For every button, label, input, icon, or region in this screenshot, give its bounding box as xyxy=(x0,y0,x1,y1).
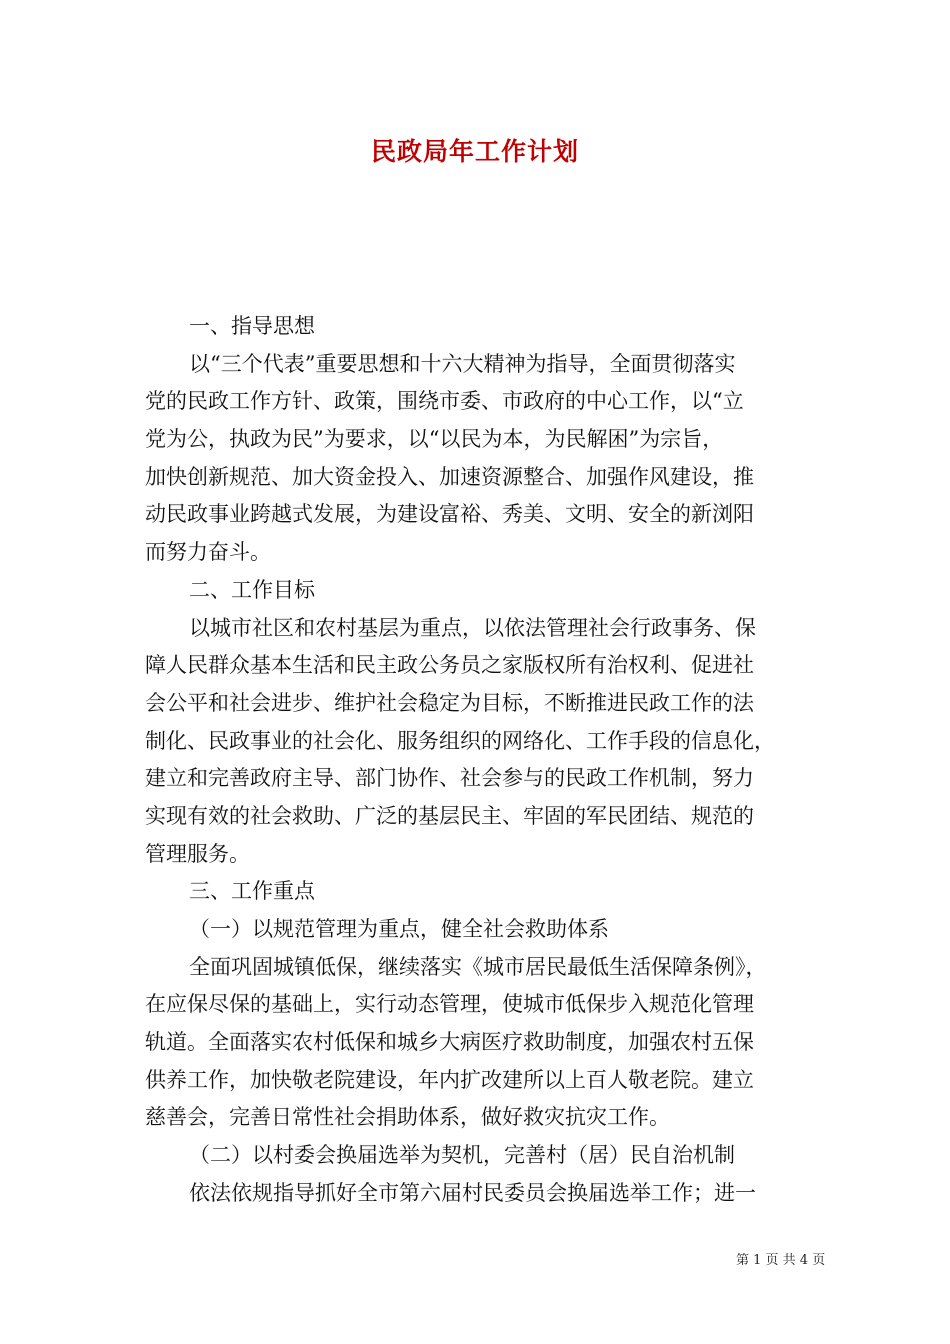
section-heading: 一、指导思想 xyxy=(189,314,315,338)
page-number: 第 1 页 共 4 页 xyxy=(736,1253,826,1268)
paragraph-line: 以“三个代表”重要思想和十六大精神为指导，全面贯彻落实 xyxy=(189,351,736,376)
paragraph-line: 障人民群众基本生活和民主政公务员之家版权所有治权利、促进社 xyxy=(145,653,754,678)
paragraph-line: 建立和完善政府主导、部门协作、社会参与的民政工作机制，努力 xyxy=(145,766,754,791)
paragraph-line: 全面巩固城镇低保，继续落实《城市居民最低生活保障条例》， xyxy=(189,954,767,979)
paragraph-line: 党为公，执政为民”为要求，以“以民为本，为民解困”为宗旨， xyxy=(145,427,724,452)
paragraph-line: 制化、民政事业的社会化、服务组织的网络化、工作手段的信息化， xyxy=(145,728,775,753)
paragraph-line: 在应保尽保的基础上，实行动态管理，使城市低保步入规范化管理 xyxy=(145,992,754,1017)
paragraph-line: 以城市社区和农村基层为重点，以依法管理社会行政事务、保 xyxy=(189,615,756,640)
paragraph-line: 实现有效的社会救助、广泛的基层民主、牢固的军民团结、规范的 xyxy=(145,803,754,828)
paragraph-line: 而努力奋斗。 xyxy=(145,540,271,565)
section-heading: 三、工作重点 xyxy=(189,879,315,904)
paragraph-line: 党的民政工作方针、政策，围绕市委、市政府的中心工作，以“立 xyxy=(145,389,744,414)
document-body xyxy=(145,308,815,1213)
paragraph-line: 会公平和社会进步、维护社会稳定为目标，不断推进民政工作的法 xyxy=(145,690,754,715)
paragraph-line: 供养工作，加快敬老院建设，年内扩改建所以上百人敬老院。建立 xyxy=(145,1067,754,1092)
paragraph-line: 依法依规指导抓好全市第六届村民委员会换届选举工作；进一 xyxy=(189,1180,756,1205)
paragraph-line: 加快创新规范、加大资金投入、加速资源整合、加强作风建设，推 xyxy=(145,464,754,489)
subsection-heading: （一）以规范管理为重点，健全社会救助体系 xyxy=(189,917,609,941)
paragraph-line: 慈善会，完善日常性社会捐助体系，做好救灾抗灾工作。 xyxy=(145,1105,670,1130)
subsection-heading: （二）以村委会换届选举为契机，完善村（居）民自治机制 xyxy=(189,1143,735,1168)
paragraph-line: 动民政事业跨越式发展，为建设富裕、秀美、文明、安全的新浏阳 xyxy=(145,502,754,527)
document-title: 民政局年工作计划 xyxy=(370,137,579,166)
paragraph-line: 轨道。全面落实农村低保和城乡大病医疗救助制度，加强农村五保 xyxy=(145,1030,754,1055)
paragraph-line: 管理服务。 xyxy=(145,841,250,866)
section-heading: 二、工作目标 xyxy=(189,577,315,602)
